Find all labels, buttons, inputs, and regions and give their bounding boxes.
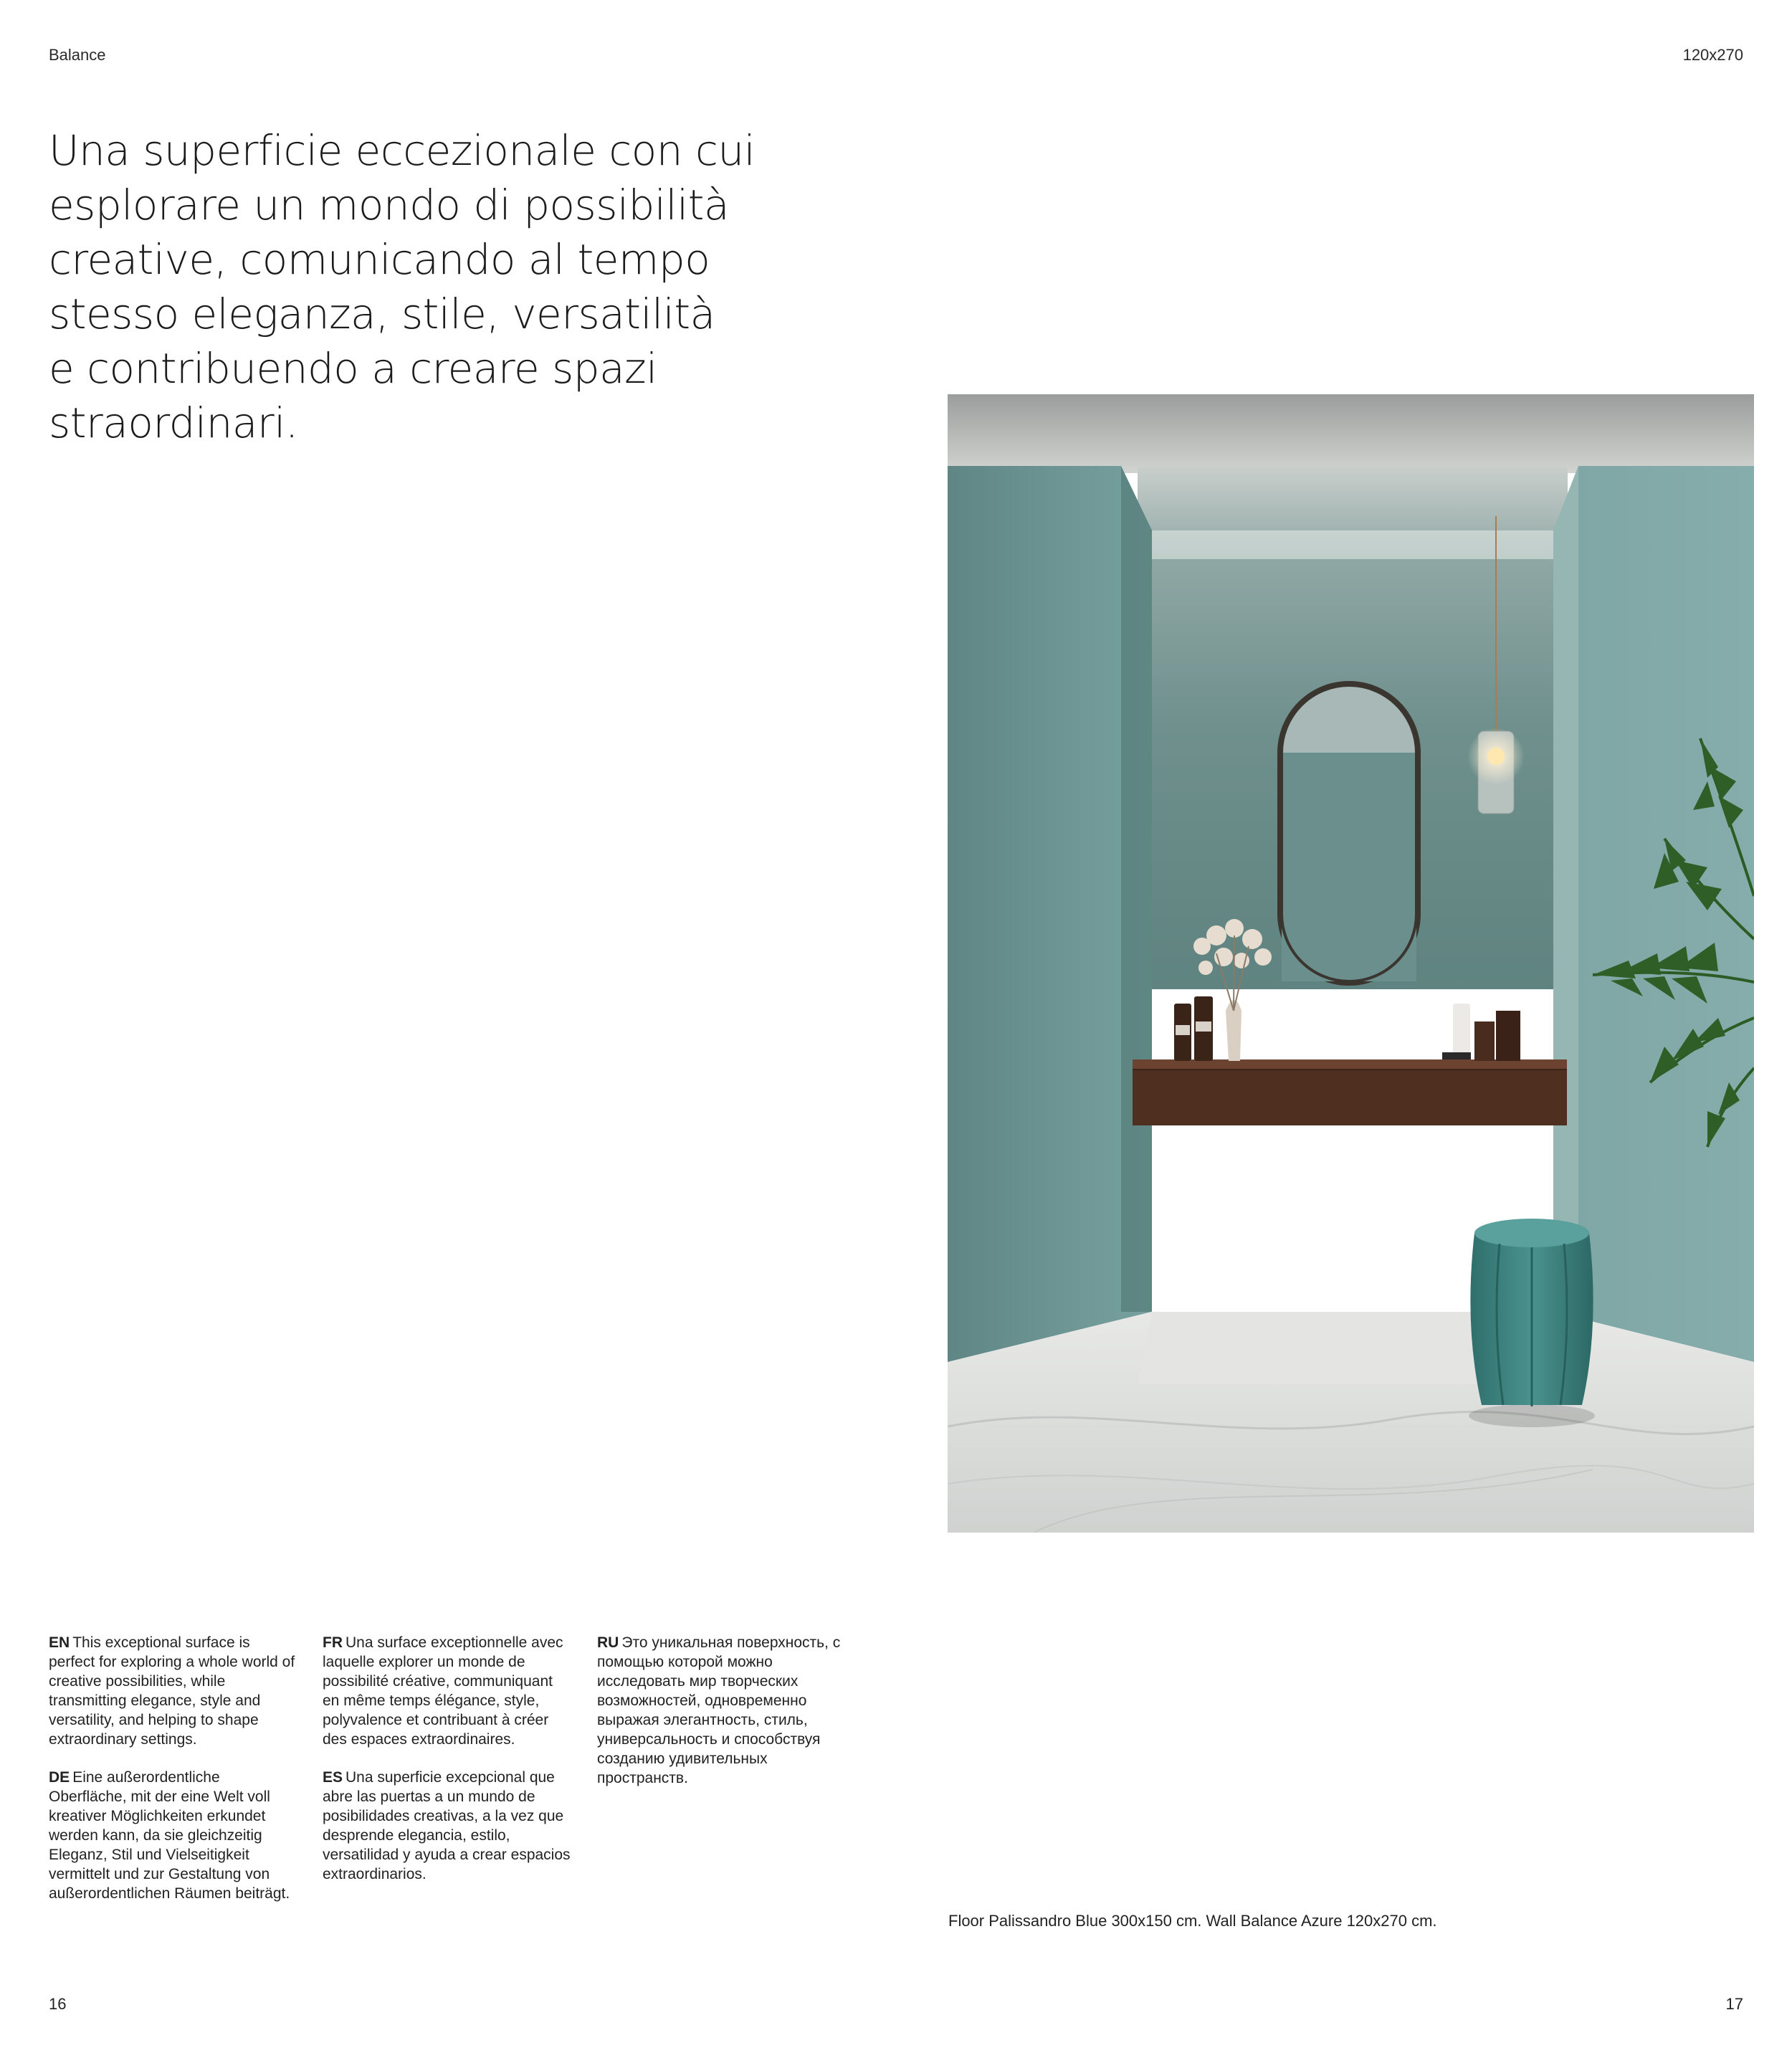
headline-line: stesso eleganza, stile, versatilità [49,290,715,338]
text-column-left [49,1633,300,1922]
collection-name: Balance [49,46,106,64]
text-fr [323,1633,573,1749]
headline [49,123,766,450]
headline-line: esplorare un mondo di possibilità [49,181,729,229]
headline-line: creative, comunicando al tempo [49,235,710,284]
lang-code: EN [49,1634,70,1651]
text-es [323,1768,573,1884]
lang-code: DE [49,1769,70,1786]
page-number-left: 16 [49,1995,67,2013]
text-body: Una surface exceptionnelle avec laquelle explorer un monde de possibilité créative, communiquant en même temps élégance, style, polyvalence et contribuant à créer des espaces extraordinaires. [323,1634,563,1748]
text-body: This exceptional surface is perfect for exploring a whole world of creative possibilities, while transmitting elegance, style and versatility, and helping to shape extraordinary settings. [49,1634,295,1748]
text-de [49,1768,300,1903]
format-label: 120x270 [1682,46,1743,64]
text-body: Это уникальная поверхность, с помощью которой можно исследовать мир творческих возможностей, одновременно выражая элегантность, стиль, универсальность и способствуя созданию удивительных пространств. [597,1634,841,1786]
text-body: Una superficie excepcional que abre las puertas a un mundo de posibilidades creativas, a la vez que desprende elegancia, estilo, versatilidad y ayuda a crear espacios extraordinarios. [323,1769,571,1882]
photo-caption: Floor Palissandro Blue 300x150 cm. Wall Balance Azure 120x270 cm. [948,1912,1437,1930]
text-ru [597,1633,862,1788]
text-body: Eine außerordentliche Oberfläche, mit der eine Welt voll kreativer Möglichkeiten erkundet werden kann, da sie gleichzeitig Eleganz, Stil und Vielseitigkeit vermittelt und zur Gestaltung von außerordentlichen Räumen beiträgt. [49,1769,290,1902]
page-number-right: 17 [1725,1995,1743,2013]
bathroom-interior-photo [948,394,1754,1533]
text-column-right [597,1633,862,1806]
headline-line: straordinari. [49,399,298,447]
text-en [49,1633,300,1749]
headline-line: Una superficie eccezionale con cui [49,126,756,175]
text-column-middle [323,1633,573,1902]
lang-code: FR [323,1634,343,1651]
lang-code: ES [323,1769,343,1786]
lang-code: RU [597,1634,619,1651]
headline-line: e contribuendo a creare spazi [49,344,657,393]
